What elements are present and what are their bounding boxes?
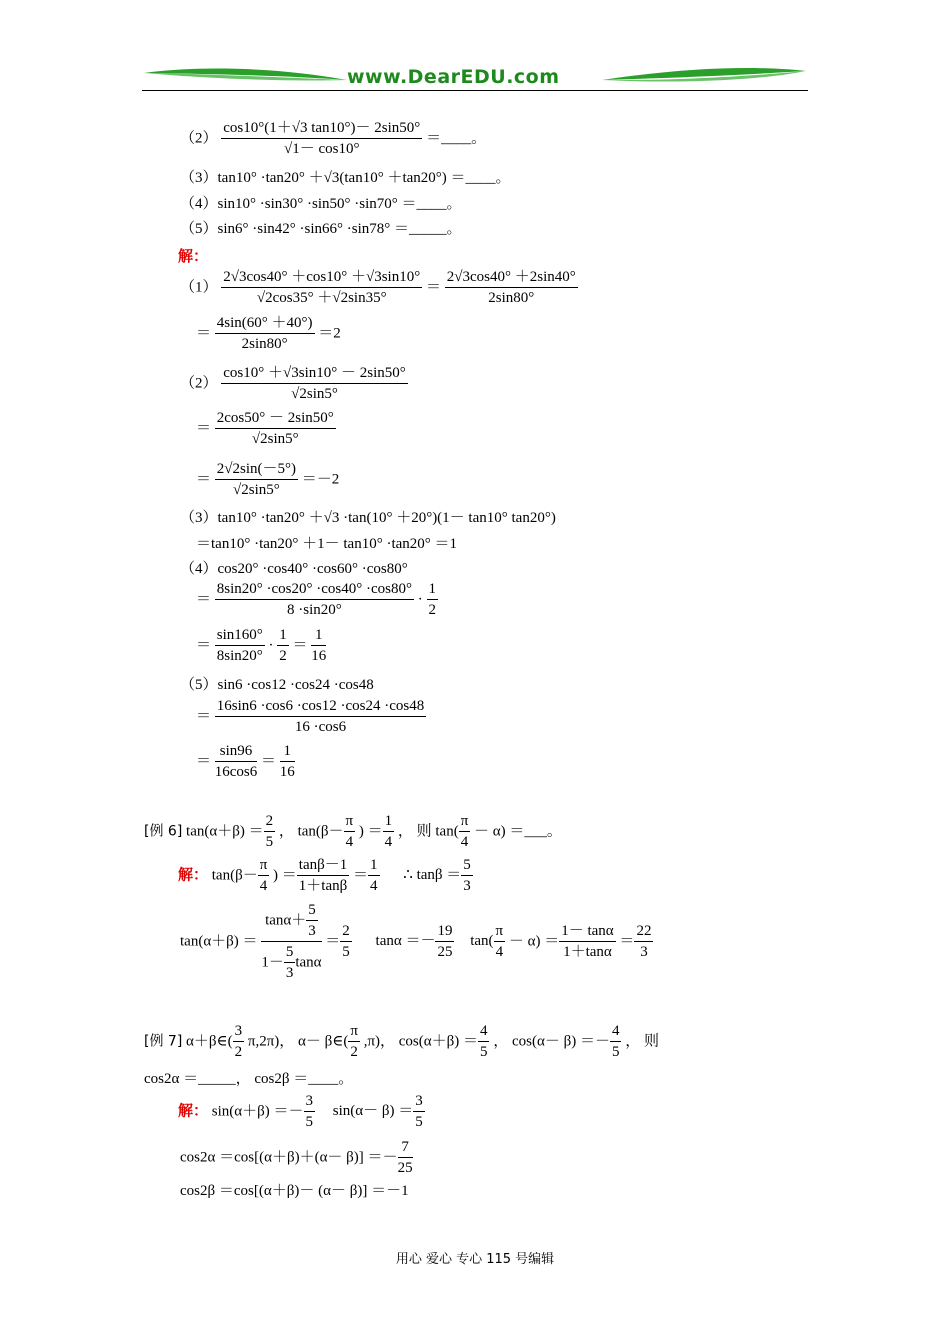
solution-5: （5）sin6 ·cos12 ·cos24 ·cos48 — [180, 677, 374, 693]
example-6-solution-2: tan(α＋β) ＝ tanα＋ $\frac{5}{3}$ 1－ $\frac{5}{3}$ tanα ＝ $\frac{2}{5}$ tanα ＝－ $\frac{19}{25}$ tan( $\frac{\pi}{4}$ － α) ＝ $\frac{1- \tan\alpha}{1+\tan\alpha}$ ＝ $\frac{22}{3}$ — [180, 902, 652, 981]
example-7-solution-3: cos2β ＝cos[(α＋β)－ (α－ β)] ＝－1 — [180, 1183, 409, 1199]
question-2: （2） $\frac{\cos 10^\circ(1+√3 \tan 10^\circ)- 2\sin 50^\circ}{√1- \cos 10^\circ}$ ＝____。 — [180, 120, 487, 157]
solution-4-step-2: ＝ $\frac{\sin 160^\circ}{8\sin 20^\circ}$ · $\frac{1}{2}$ ＝ $\frac{1}{16}$ — [196, 627, 327, 664]
example-6-solution: 解： tan(β－ $\frac{\pi}{4}$ ) ＝ $\frac{\tan\beta-1}{1+\tan\beta}$ ＝ $\frac{1}{4}$ ∴ tanβ ＝ $\frac{5}{3}$ — [178, 857, 471, 894]
example-6: [例 6] tan(α＋β) ＝ $\frac{2}{5}$ ， tan(β－ $\frac{\pi}{4}$ ) ＝ $\frac{1}{4}$ ， 则 tan( $\frac{\pi}{4}$ － α) ＝___。 — [144, 813, 562, 850]
header-rule — [142, 90, 808, 91]
solution-1-step: ＝ $\frac{4\sin(60^\circ +40^\circ)}{2\sin 80^\circ}$ ＝2 — [196, 315, 341, 352]
example-7-line-2: cos2α ＝_____， cos2β ＝____。 — [144, 1071, 354, 1087]
page-footer: 用心 爱心 专心 115 号编辑 — [395, 1252, 555, 1267]
solution-2-step-2: ＝ $\frac{2√2\sin(-5^\circ)}{√2\sin 5^\circ}$ ＝－2 — [196, 461, 340, 498]
solution-2: （2） $\frac{\cos 10^\circ +√3\sin 10^\circ - 2\sin 50^\circ}{√2\sin 5^\circ}$ — [180, 365, 406, 402]
solution-4-step-1: ＝ $\frac{8\sin 20^\circ \cdot\cos 20^\circ \cdot\cos 40^\circ \cdot\cos 80^\circ}{8 \cdot\sin 20^\circ}$ · $\frac{1}{2}$ — [196, 581, 436, 618]
solution-label: 解： — [178, 247, 209, 265]
question-3: （3）tan10° ·tan20° ＋√3(tan10° ＋tan20°) ＝____。 — [180, 170, 511, 186]
site-title[interactable]: www.DearEDU.com — [347, 66, 560, 88]
page-header — [142, 62, 808, 92]
question-5: （5）sin6° ·sin42° ·sin66° ·sin78° ＝_____。 — [180, 221, 462, 237]
solution-5-step-2: ＝ $\frac{\sin 96}{16\cos 6}$ ＝ $\frac{1}{16}$ — [196, 743, 295, 780]
example-7-solution-2: cos2α ＝cos[(α＋β)＋(α－ β)] ＝－ $\frac{7}{25}$ — [180, 1139, 413, 1176]
example-7-solution: 解： sin(α＋β) ＝－ $\frac{3}{5}$ sin(α－ β) ＝ $\frac{3}{5}$ — [178, 1093, 423, 1130]
solution-5-step-1: ＝ $\frac{16\sin 6 \cdot\cos 6 \cdot\cos 12 \cdot\cos 24 \cdot\cos 48}{16 \cdot\cos 6}$ — [196, 698, 425, 735]
solution-1: （1） $\frac{2√3\cos 40^\circ +\cos 10^\circ +√3\sin 10^\circ}{√2\cos 35^\circ +√2\sin 35^\circ}$ ＝ $\frac{2√3\cos 40^\circ +2\sin 40^\circ}{2\sin 80^\circ}$ — [180, 269, 576, 306]
solution-3-step: ＝tan10° ·tan20° ＋1－ tan10° ·tan20° ＝1 — [196, 536, 458, 552]
solution-3: （3）tan10° ·tan20° ＋√3 ·tan(10° ＋20°)(1－ tan10° tan20°) — [180, 510, 556, 526]
question-4: （4）sin10° ·sin30° ·sin50° ·sin70° ＝____。 — [180, 196, 462, 212]
example-7: [例 7] α＋β∈( $\frac{3}{2}$ π,2π)， α－ β∈( $\frac{\pi}{2}$ ,π)， cos(α＋β) ＝ $\frac{4}{5}$ ， cos(α－ β) ＝－ $\frac{4}{5}$ ， 则 — [144, 1023, 659, 1060]
solution-4: （4）cos20° ·cos40° ·cos60° ·cos80° — [180, 561, 408, 577]
solution-2-step-1: ＝ $\frac{2\cos 50^\circ - 2\sin 50^\circ}{√2\sin 5^\circ}$ — [196, 410, 334, 447]
